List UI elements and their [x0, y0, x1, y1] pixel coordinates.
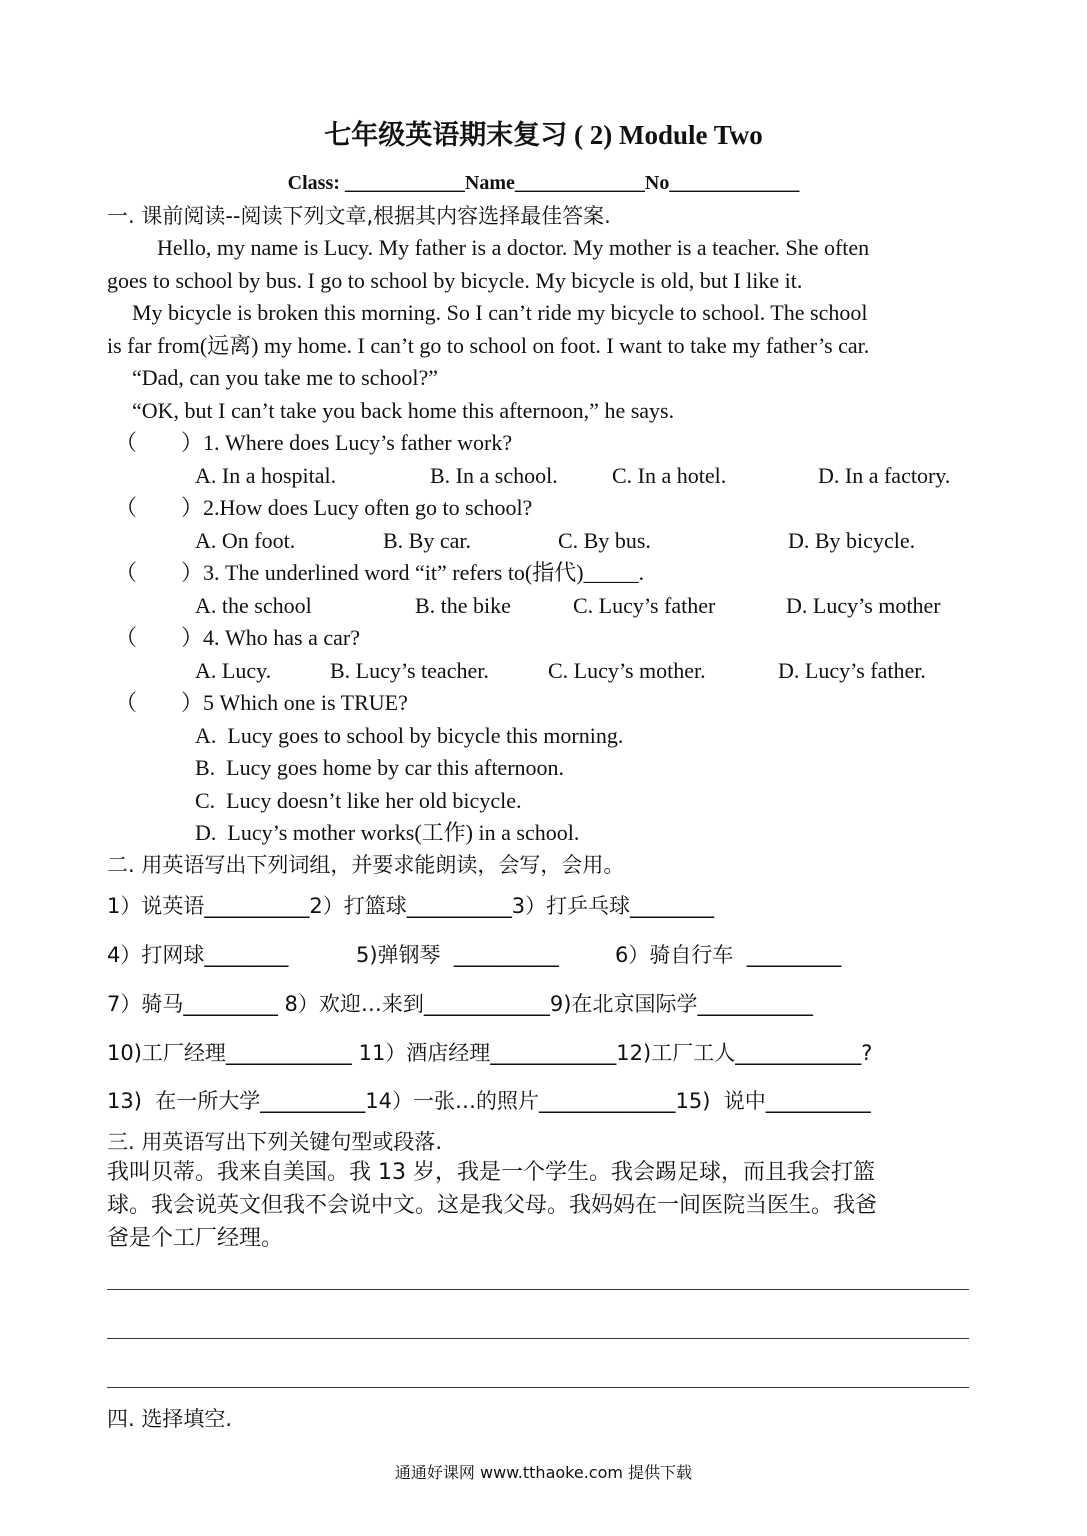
section3-heading: 三. 用英语写出下列关键句型或段落. — [107, 1130, 443, 1154]
question-3-stem: （ ）3. The underlined word “it” refers to(指代)_____. — [115, 560, 645, 585]
phrase-row-2-item-1: 4）打网球________ — [107, 943, 289, 967]
question-5-option-c: C. Lucy doesn’t like her old bicycle. — [195, 788, 522, 813]
phrase-row-2-item-2: 5)弹钢琴 __________ — [356, 943, 559, 967]
answer-line-3[interactable] — [107, 1387, 969, 1388]
section4-heading: 四. 选择填空. — [107, 1407, 233, 1431]
section3-paragraph-line-1: 我叫贝蒂。我来自美国。我 13 岁，我是一个学生。我会踢足球，而且我会打篮 — [107, 1160, 875, 1185]
question-5-option-a: A. Lucy goes to school by bicycle this morning. — [195, 723, 624, 748]
question-2-option-b: B. By car. — [383, 528, 471, 553]
passage-line-5: “Dad, can you take me to school?” — [132, 365, 439, 390]
answer-line-1[interactable] — [107, 1289, 969, 1290]
question-4-option-a: A. Lucy. — [195, 658, 272, 683]
question-4-stem: （ ）4. Who has a car? — [115, 625, 360, 650]
phrase-row-1: 1）说英语__________2）打篮球__________3）打乒乓球________ — [107, 894, 715, 918]
question-1-stem: （ ）1. Where does Lucy’s father work? — [115, 430, 513, 455]
section2-heading: 二. 用英语写出下列词组，并要求能朗读，会写，会用。 — [107, 853, 625, 877]
question-4-option-d: D. Lucy’s father. — [778, 658, 926, 683]
question-1-option-c: C. In a hotel. — [612, 463, 727, 488]
question-3-option-a: A. the school — [195, 593, 312, 618]
passage-line-2: goes to school by bus. I go to school by bicycle. My bicycle is old, but I like it. — [107, 268, 803, 293]
passage-line-6: “OK, but I can’t take you back home this afternoon,” he says. — [132, 398, 675, 423]
passage-line-4: is far from(远离) my home. I can’t go to school on foot. I want to take my father’s car. — [107, 333, 870, 358]
section1-heading: 一. 课前阅读--阅读下列文章,根据其内容选择最佳答案. — [107, 204, 611, 228]
question-1-option-d: D. In a factory. — [818, 463, 951, 488]
passage-line-3: My bicycle is broken this morning. So I can’t ride my bicycle to school. The school — [132, 300, 868, 325]
question-1-option-b: B. In a school. — [430, 463, 558, 488]
section3-paragraph-line-2: 球。我会说英文但我不会说中文。这是我父母。我妈妈在一间医院当医生。我爸 — [107, 1193, 878, 1218]
phrase-row-2-item-3: 6）骑自行车 _________ — [615, 943, 842, 967]
class-name-number-line: Class: ____________Name_____________No_____________ — [287, 172, 800, 194]
question-5-option-b: B. Lucy goes home by car this afternoon. — [195, 755, 565, 780]
phrase-row-4: 10)工厂经理____________ 11）酒店经理____________12)工厂工人____________? — [107, 1041, 873, 1065]
question-3-option-d: D. Lucy’s mother — [786, 593, 941, 618]
question-3-option-b: B. the bike — [415, 593, 511, 618]
question-2-option-c: C. By bus. — [558, 528, 651, 553]
answer-line-2[interactable] — [107, 1338, 969, 1339]
question-3-option-c: C. Lucy’s father — [573, 593, 716, 618]
question-2-stem: （ ）2.How does Lucy often go to school? — [115, 495, 533, 520]
question-2-option-d: D. By bicycle. — [788, 528, 916, 553]
question-5-stem: （ ）5 Which one is TRUE? — [115, 690, 408, 715]
question-4-option-c: C. Lucy’s mother. — [548, 658, 706, 683]
question-5-option-d: D. Lucy’s mother works(工作) in a school. — [195, 820, 580, 845]
passage-line-1: Hello, my name is Lucy. My father is a doctor. My mother is a teacher. She often — [157, 235, 870, 260]
question-1-option-a: A. In a hospital. — [195, 463, 337, 488]
section3-paragraph-line-3: 爸是个工厂经理。 — [107, 1226, 284, 1251]
footer-credit: 通通好课网 www.tthaoke.com 提供下载 — [394, 1463, 693, 1482]
page-title: 七年级英语期末复习 ( 2) Module Two — [324, 120, 763, 150]
phrase-row-5: 13) 在一所大学__________14）一张…的照片_____________15) 说中__________ — [107, 1089, 871, 1113]
phrase-row-3: 7）骑马_________ 8）欢迎…来到____________9)在北京国际学___________ — [107, 992, 813, 1016]
question-2-option-a: A. On foot. — [195, 528, 296, 553]
question-4-option-b: B. Lucy’s teacher. — [330, 658, 489, 683]
